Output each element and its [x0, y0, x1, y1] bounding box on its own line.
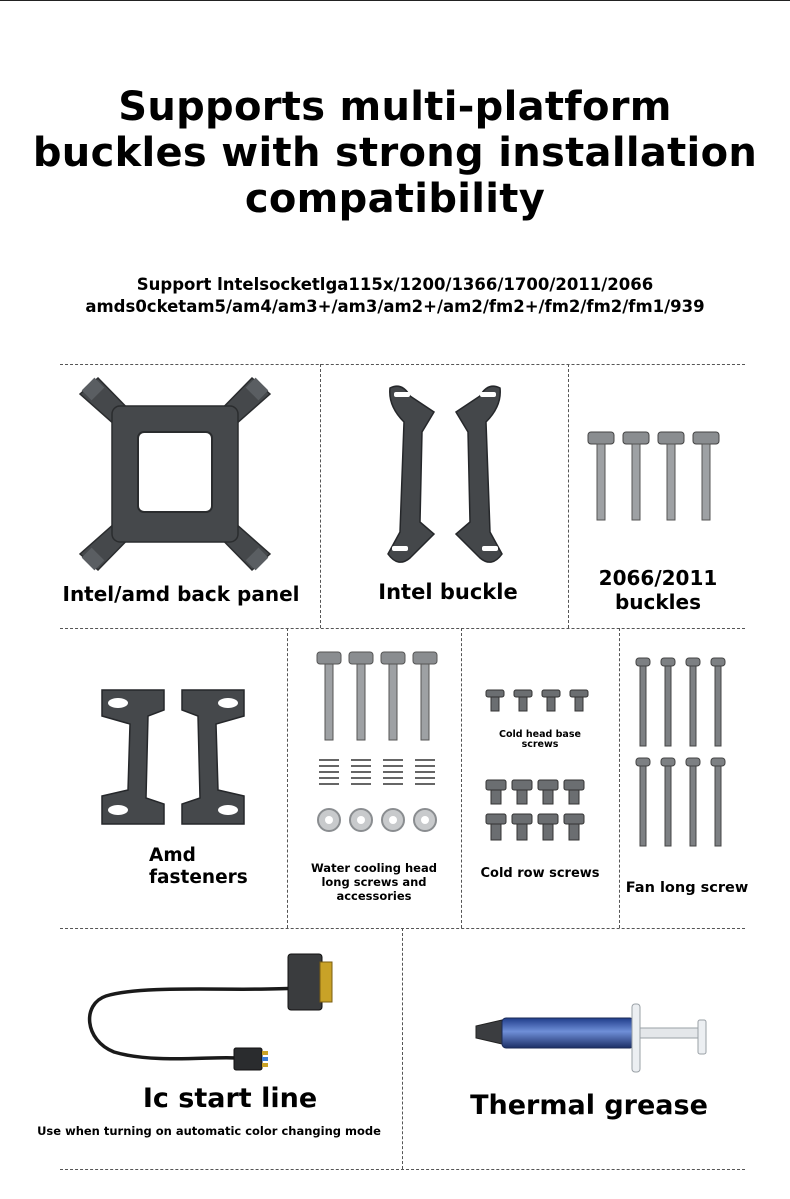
- grid-line-bottom: [60, 1169, 745, 1170]
- back-panel-label: Intel/amd back panel: [62, 582, 300, 606]
- top-border-line: [0, 0, 790, 1]
- cold-row-screws-label: Cold row screws: [480, 866, 600, 881]
- amd-fasteners-label: [149, 845, 279, 889]
- water-cooling-label-line-1: Water cooling head: [311, 861, 437, 875]
- cold-head-screws-image: [484, 688, 594, 714]
- title-line-1: Supports multi-platform: [118, 84, 672, 130]
- grid-divider: [461, 628, 462, 928]
- water-cooling-label-line-2: long screws and: [321, 875, 427, 889]
- cold-head-screws-label-line-2: screws: [521, 739, 559, 750]
- ic-start-line-cable-image: [84, 948, 344, 1078]
- thermal-grease-syringe-image: [472, 1000, 712, 1076]
- cold-head-screws-label: [466, 730, 614, 750]
- grid-divider: [320, 364, 321, 628]
- cold-row-screws-image: [484, 778, 590, 844]
- water-cooling-screws-image: [314, 650, 442, 836]
- buckles-2066-label: [572, 566, 744, 614]
- water-cooling-label-line-3: accessories: [336, 889, 412, 903]
- ic-start-line-label: Ic start line: [142, 1083, 318, 1114]
- intel-buckle-image: [380, 382, 510, 567]
- thermal-grease-label: Thermal grease: [470, 1090, 708, 1121]
- back-panel-image: [70, 376, 290, 581]
- ic-start-line-note: Use when turning on automatic color changing mode: [37, 1124, 381, 1138]
- water-cooling-label: [288, 861, 460, 903]
- fan-long-screws-image: [634, 656, 732, 848]
- intel-sockets-line: Support lntelsocketlga115x/1200/1366/1700/2011/2066: [136, 275, 654, 294]
- amd-sockets-line: amds0cketam5/am4/am3+/am3/am2+/am2/fm2+/fm2/fm2/fm1/939: [85, 297, 705, 316]
- amd-fasteners-label-line-2: fasteners: [149, 867, 248, 888]
- grid-divider: [568, 364, 569, 628]
- buckles-2066-image: [586, 430, 726, 525]
- title-line-2: buckles with strong installation: [32, 130, 758, 176]
- amd-fasteners-label-line-1: Amd: [149, 845, 196, 866]
- supported-sockets-text: [0, 274, 790, 318]
- grid-line-row1-top: [60, 364, 745, 365]
- amd-fasteners-image: [98, 686, 248, 828]
- title-line-3: compatibility: [244, 176, 546, 222]
- buckles-2066-label-line-2: buckles: [614, 590, 702, 614]
- cold-head-screws-label-line-1: Cold head base: [499, 729, 581, 740]
- page-title: [0, 84, 790, 222]
- buckles-2066-label-line-1: 2066/2011: [598, 566, 718, 590]
- fan-long-screw-label: Fan long screw: [625, 880, 749, 896]
- grid-line-row2-top: [60, 628, 745, 629]
- intel-buckle-label: Intel buckle: [378, 580, 518, 604]
